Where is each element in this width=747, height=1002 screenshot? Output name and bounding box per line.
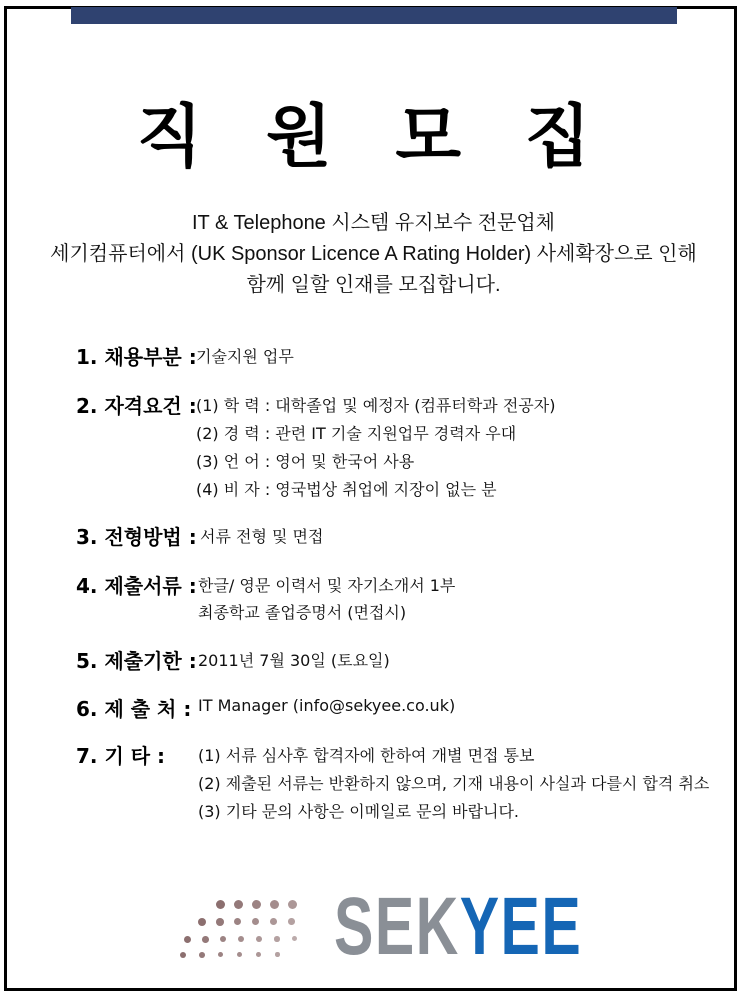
section-label-submit-to: 6. 제 출 처 :: [76, 697, 192, 721]
logo-dot: [252, 918, 259, 925]
logo-dot: [220, 936, 226, 942]
section-label-documents: 4. 제출서류 :: [76, 574, 197, 598]
logo-dot: [275, 952, 280, 957]
logo-dot: [252, 900, 261, 909]
logo-dot: [199, 952, 205, 958]
other-line-3: (3) 기타 문의 사항은 이메일로 문의 바랍니다.: [198, 802, 520, 821]
other-line-2: (2) 제출된 서류는 반환하지 않으며, 기재 내용이 사실과 다를시 합격 취소: [198, 774, 710, 793]
intro-line-2: 세기컴퓨터에서 (UK Sponsor Licence A Rating Holder) 사세확장으로 인해: [50, 243, 697, 265]
intro-line-1: IT & Telephone 시스템 유지보수 전문업체: [192, 212, 555, 234]
logo-dot: [216, 918, 224, 926]
header-bar: [71, 7, 677, 24]
logo-dot: [234, 900, 243, 909]
logo-wordmark-part1: SEK: [334, 881, 460, 972]
logo-dot: [270, 900, 279, 909]
logo-dot: [274, 936, 280, 942]
logo-dot: [288, 918, 295, 925]
logo-dot: [218, 952, 223, 957]
section-label-requirements: 2. 자격요건 :: [76, 394, 197, 418]
submit-to-value[interactable]: IT Manager (info@sekyee.co.uk): [198, 696, 456, 715]
sekyee-logo: [176, 881, 583, 972]
logo-dot: [256, 952, 261, 957]
page-title: 직 원 모 집: [136, 98, 611, 177]
section-label-position: 1. 채용부분 :: [76, 345, 197, 369]
section-label-other: 7. 기 타 :: [76, 744, 166, 768]
logo-wordmark: [334, 881, 583, 972]
logo-wordmark-part2: YEE: [459, 881, 583, 972]
logo-dot: [288, 900, 297, 909]
logo-dot: [184, 936, 191, 943]
intro-line-3: 함께 일할 인재를 모집합니다.: [246, 274, 501, 296]
section-label-deadline: 5. 제출기한 :: [76, 649, 197, 673]
selection-value: 서류 전형 및 면접: [200, 527, 324, 546]
other-line-1: (1) 서류 심사후 합격자에 한하여 개별 면접 통보: [198, 746, 535, 765]
logo-dot: [237, 952, 242, 957]
logo-dot: [234, 918, 241, 925]
logo-dot: [238, 936, 244, 942]
logo-dot: [256, 936, 262, 942]
requirement-visa: (4) 비 자 : 영국법상 취업에 지장이 없는 분: [196, 480, 497, 499]
intro-text: [0, 208, 747, 301]
requirement-language: (3) 언 어 : 영어 및 한국어 사용: [196, 452, 415, 471]
logo-dot: [180, 952, 186, 958]
deadline-value: 2011년 7월 30일 (토요일): [198, 651, 390, 670]
documents-line-2: 최종학교 졸업증명서 (면접시): [198, 603, 407, 622]
position-value: 기술지원 업무: [196, 347, 294, 366]
requirement-experience: (2) 경 력 : 관련 IT 기술 지원업무 경력자 우대: [196, 424, 517, 443]
section-label-selection: 3. 전형방법 :: [76, 525, 197, 549]
logo-dot: [216, 900, 225, 909]
logo-dot: [292, 936, 297, 941]
documents-line-1: 한글/ 영문 이력서 및 자기소개서 1부: [198, 576, 456, 595]
logo-dot: [198, 918, 206, 926]
requirement-education: (1) 학 력 : 대학졸업 및 예정자 (컴퓨터학과 전공자): [196, 396, 556, 415]
logo-dot: [270, 918, 277, 925]
logo-dot: [202, 936, 209, 943]
